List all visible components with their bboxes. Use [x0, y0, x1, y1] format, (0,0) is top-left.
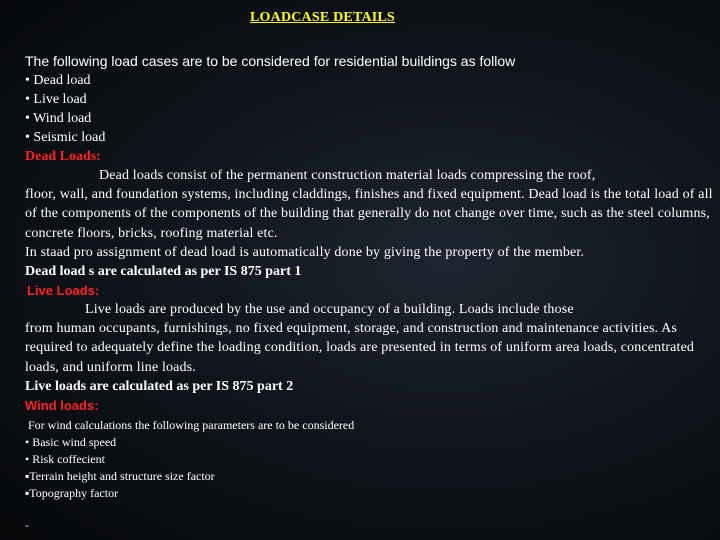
footer-mark: - — [25, 518, 29, 532]
load-case-list — [25, 71, 715, 147]
slide-title: LOADCASE DETAILS — [250, 10, 395, 25]
slide-content — [25, 52, 715, 502]
wind-intro-text: For wind calculations the following parameters are to be considered — [28, 417, 355, 432]
live-loads-body: from human occupants, furnishings, no fixed equipment, storage, and construction and maintenance activities. As required to adequately define the loading condition, loads are presented in terms of uniform area loads, concentrated loads, and uniform line loads. — [25, 321, 695, 375]
dead-loads-paragraph — [25, 166, 715, 262]
dead-loads-body: floor, wall, and foundation systems, including claddings, finishes and fixed equipment. Dead load is the total load of all of the components of the components of the building that generally do not change over time, such as the steel columns, concrete floors, bricks, roofing material etc. — [25, 187, 713, 241]
list-item: • Risk coffecient — [25, 451, 715, 468]
list-item: • Wind load — [25, 109, 715, 128]
list-item: • Seismic load — [25, 128, 715, 147]
live-loads-heading: Live Loads: — [27, 283, 100, 299]
list-item: ▪ Topography factor — [25, 485, 715, 502]
intro-text: The following load cases are to be considered for residential buildings as follow — [25, 53, 516, 69]
dead-load-code-reference: Dead load s are calculated as per IS 875 part 1 — [25, 264, 302, 280]
wind-loads-heading: Wind loads: — [25, 397, 99, 413]
list-item: • Dead load — [25, 71, 715, 90]
list-item: ▪ Terrain height and structure size factor — [25, 468, 715, 485]
list-item: • Live load — [25, 90, 715, 109]
dead-loads-first-line: Dead loads consist of the permanent construction material loads compressing the roof, — [99, 168, 596, 183]
list-item: • Basic wind speed — [25, 434, 715, 451]
live-loads-paragraph — [25, 300, 715, 377]
staad-note: In staad pro assignment of dead load is automatically done by giving the property of the member. — [25, 244, 585, 260]
dead-loads-heading: Dead Loads: — [25, 149, 101, 164]
live-loads-first-line: Live loads are produced by the use and occupancy of a building. Loads include those — [85, 302, 574, 318]
live-load-code-reference: Live loads are calculated as per IS 875 part 2 — [25, 378, 294, 394]
wind-parameter-list — [25, 434, 715, 502]
